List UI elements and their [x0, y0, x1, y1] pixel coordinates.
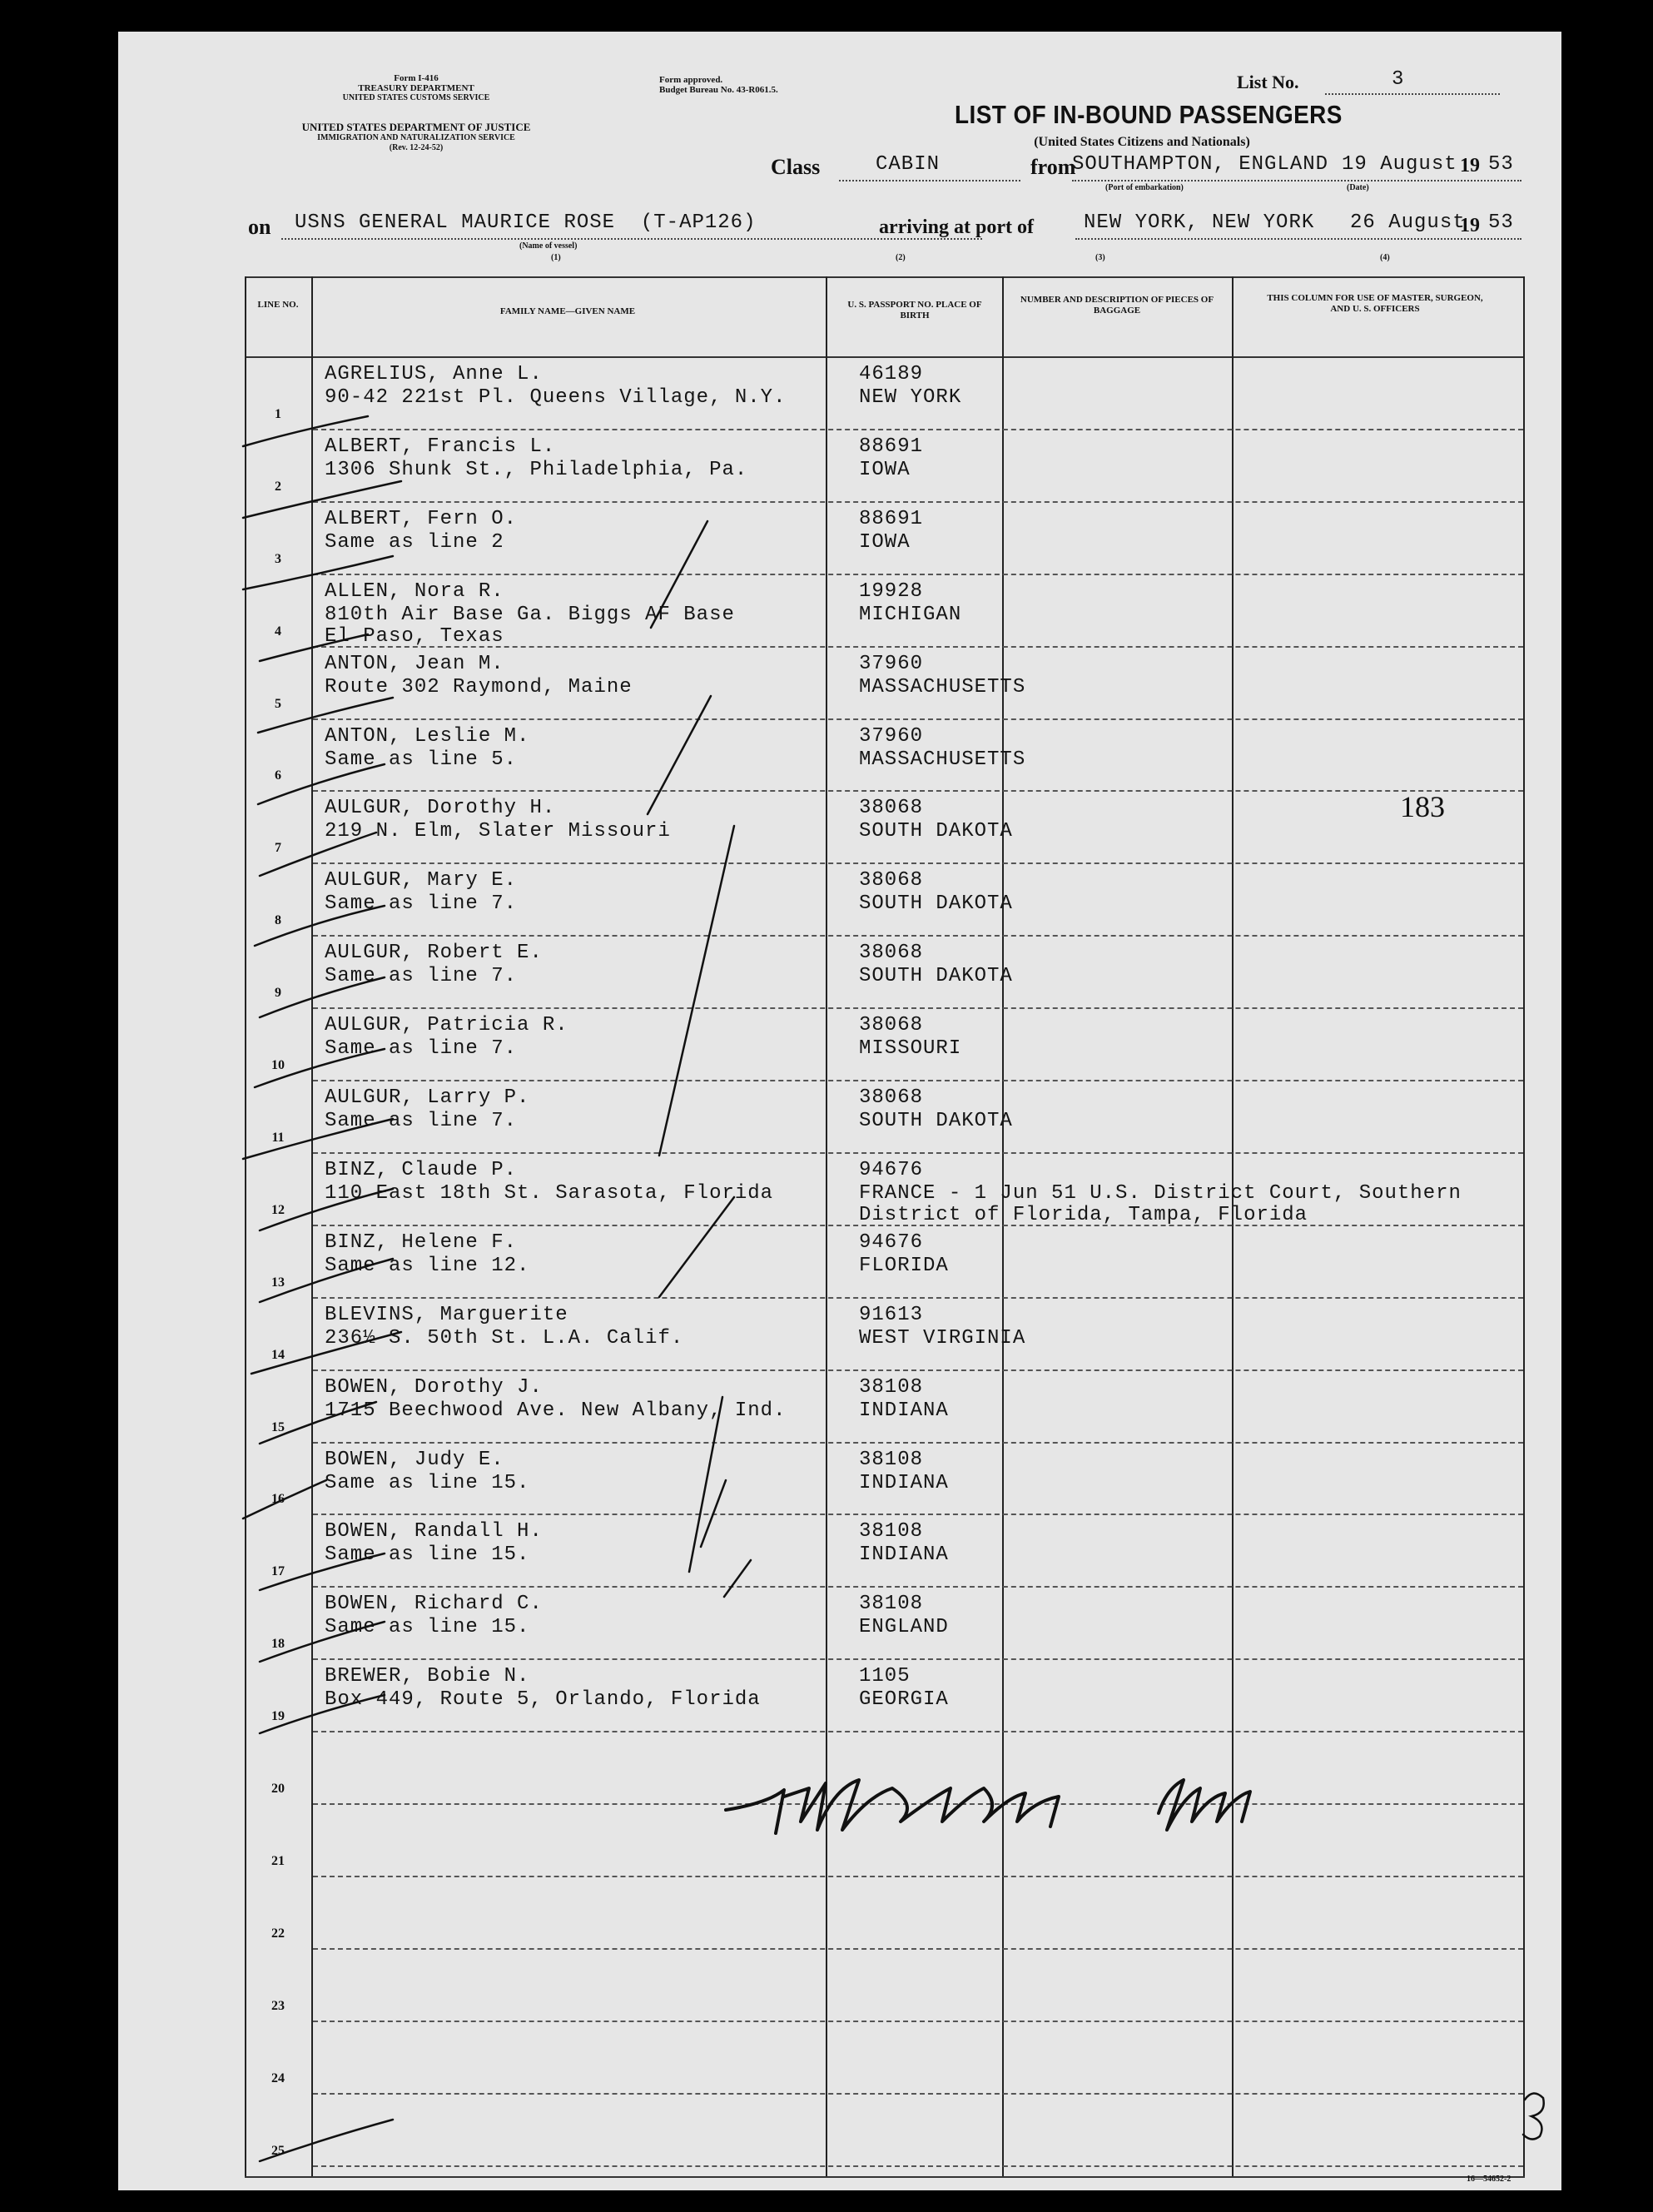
passenger-name: AULGUR, Mary E.	[325, 869, 518, 892]
passenger-address: 1715 Beechwood Ave. New Albany, Ind.	[325, 1399, 787, 1422]
line-number: 17	[271, 1564, 285, 1579]
place-of-birth: SOUTH DAKOTA	[859, 820, 1013, 843]
passport-number: 38068	[859, 1014, 924, 1037]
passenger-address: Box 449, Route 5, Orlando, Florida	[325, 1688, 761, 1712]
line-number: 8	[275, 913, 281, 928]
list-no-label: List No.	[1237, 72, 1299, 92]
passport-number: 46189	[859, 363, 924, 385]
header-name: FAMILY NAME—GIVEN NAME	[499, 306, 636, 316]
column-caption-4: (4)	[1380, 253, 1390, 262]
arrival-year-prefix: 19	[1460, 215, 1480, 236]
arrival-date: 26 August	[1350, 211, 1466, 234]
class-label: Class	[771, 155, 821, 179]
arrival-year: 53	[1488, 211, 1514, 234]
vessel-name: USNS GENERAL MAURICE ROSE (T-AP126)	[295, 211, 757, 234]
place-of-birth: SOUTH DAKOTA	[859, 892, 1013, 916]
line-number: 10	[271, 1058, 285, 1072]
passport-number: 38068	[859, 869, 924, 892]
place-of-birth: NEW YORK	[859, 386, 962, 409]
place-of-birth: SOUTH DAKOTA	[859, 965, 1013, 988]
passenger-name: BOWEN, Dorothy J.	[325, 1375, 543, 1399]
place-of-birth-line-2: District of Florida, Tampa, Florida	[859, 1203, 1308, 1226]
arriving-label: arriving at port of	[879, 216, 1034, 238]
line-number: 22	[271, 1926, 285, 1941]
officer-note: 183	[1400, 790, 1445, 823]
document-subtitle: (United States Citizens and Nationals)	[1034, 135, 1250, 149]
line-number: 23	[271, 1998, 285, 2013]
date-caption: (Date)	[1347, 183, 1369, 192]
passenger-address: 236½ S. 50th St. L.A. Calif.	[325, 1326, 684, 1350]
passport-number: 91613	[859, 1303, 924, 1326]
passenger-address: Route 302 Raymond, Maine	[325, 675, 633, 698]
line-number: 18	[271, 1637, 285, 1652]
passenger-address-line-2: El Paso, Texas	[325, 624, 504, 648]
passenger-name: BOWEN, Randall H.	[325, 1520, 543, 1543]
header-passport: U. S. PASSPORT NO. PLACE OF BIRTH	[847, 300, 982, 321]
passport-number: 37960	[859, 724, 924, 748]
line-number: 16	[271, 1492, 285, 1507]
line-number: 2	[275, 479, 281, 494]
footer-form-code: 16—54652-2	[1467, 2175, 1512, 2184]
line-number: 24	[271, 2070, 285, 2085]
line-number: 20	[271, 1782, 285, 1796]
place-of-birth: FLORIDA	[859, 1254, 949, 1277]
embarkation-date: 19 August	[1342, 153, 1457, 176]
header-line-no: LINE NO.	[257, 300, 299, 310]
arrival-port: NEW YORK, NEW YORK	[1084, 211, 1315, 234]
line-number: 13	[271, 1275, 285, 1290]
place-of-birth: SOUTH DAKOTA	[859, 1110, 1013, 1132]
column-caption-1: (1)	[551, 253, 561, 262]
passport-number: 38108	[859, 1593, 924, 1616]
passport-number: 38108	[859, 1375, 924, 1399]
passenger-name: AGRELIUS, Anne L.	[325, 363, 543, 385]
passport-number: 38108	[859, 1448, 924, 1471]
passport-number: 88691	[859, 507, 924, 530]
passenger-address: 1306 Shunk St., Philadelphia, Pa.	[325, 458, 748, 481]
passenger-name: ALLEN, Nora R.	[325, 579, 504, 603]
vessel-caption: (Name of vessel)	[519, 241, 578, 251]
line-number: 12	[271, 1202, 285, 1217]
place-of-birth: MICHIGAN	[859, 603, 962, 626]
passenger-address: 90-42 221st Pl. Queens Village, N.Y.	[325, 386, 787, 409]
budget-bureau: Budget Bureau No. 43-R061.5.	[659, 85, 778, 95]
justice-dept: UNITED STATES DEPARTMENT OF JUSTICE	[301, 121, 531, 133]
passenger-address: 110 East 18th St. Sarasota, Florida	[325, 1181, 774, 1205]
passenger-name: AULGUR, Robert E.	[325, 942, 543, 965]
place-of-birth: FRANCE - 1 Jun 51 U.S. District Court, Southern	[859, 1181, 1462, 1205]
place-of-birth: MASSACHUSETTS	[859, 675, 1026, 698]
passenger-name: AULGUR, Larry P.	[325, 1086, 530, 1109]
place-of-birth: GEORGIA	[859, 1688, 949, 1712]
passenger-name: ALBERT, Francis L.	[325, 435, 556, 458]
passport-number: 38108	[859, 1520, 924, 1543]
passenger-manifest-page	[118, 32, 1561, 2190]
passenger-name: BREWER, Bobie N.	[325, 1665, 530, 1688]
passenger-address: Same as line 5.	[325, 748, 518, 771]
place-of-birth: MASSACHUSETTS	[859, 748, 1026, 771]
passenger-address: Same as line 7.	[325, 1110, 518, 1132]
port-of-embarkation: SOUTHAMPTON, ENGLAND	[1072, 153, 1329, 176]
passenger-name: BLEVINS, Marguerite	[325, 1303, 568, 1326]
line-number: 19	[271, 1709, 285, 1724]
place-of-birth: WEST VIRGINIA	[859, 1326, 1026, 1350]
passport-number: 94676	[859, 1158, 924, 1181]
treasury-dept: TREASURY DEPARTMENT	[358, 83, 474, 93]
handwritten-marks	[118, 32, 1561, 2190]
passenger-address: Same as line 12.	[325, 1254, 530, 1277]
document-title: LIST OF IN-BOUND PASSENGERS	[955, 100, 1343, 129]
line-number: 11	[271, 1130, 285, 1145]
passport-number: 88691	[859, 435, 924, 458]
place-of-birth: INDIANA	[859, 1471, 949, 1494]
passenger-name: ANTON, Jean M.	[325, 652, 504, 675]
from-label: from	[1030, 155, 1076, 179]
line-number: 6	[275, 768, 281, 783]
line-number: 4	[275, 624, 281, 639]
line-number: 1	[275, 406, 281, 421]
line-number: 15	[271, 1419, 285, 1434]
passenger-address: Same as line 7.	[325, 892, 518, 916]
place-of-birth: IOWA	[859, 530, 911, 554]
line-number: 9	[275, 986, 281, 1001]
passenger-name: BINZ, Claude P.	[325, 1158, 518, 1181]
place-of-birth: INDIANA	[859, 1543, 949, 1567]
form-approved: Form approved.	[659, 75, 723, 85]
list-no-value: 3	[1392, 68, 1405, 91]
passenger-name: AULGUR, Patricia R.	[325, 1014, 568, 1037]
place-of-birth: INDIANA	[859, 1399, 949, 1422]
passport-number: 38068	[859, 1086, 924, 1109]
on-label: on	[248, 215, 271, 239]
port-caption: (Port of embarkation)	[1105, 183, 1184, 192]
line-number: 21	[271, 1853, 285, 1868]
passport-number: 19928	[859, 579, 924, 603]
passenger-name: BOWEN, Judy E.	[325, 1448, 504, 1471]
line-number: 25	[271, 2143, 285, 2158]
column-caption-2: (2)	[896, 253, 906, 262]
embarkation-year: 53	[1488, 153, 1514, 176]
passenger-address: Same as line 15.	[325, 1616, 530, 1639]
passport-number: 38068	[859, 942, 924, 965]
passenger-name: BINZ, Helene F.	[325, 1230, 518, 1254]
passenger-name: AULGUR, Dorothy H.	[325, 797, 556, 820]
passport-number: 37960	[859, 652, 924, 675]
revision-date: (Rev. 12-24-52)	[389, 143, 444, 152]
passport-number: 38068	[859, 797, 924, 820]
passenger-name: ANTON, Leslie M.	[325, 724, 530, 748]
line-number: 5	[275, 696, 281, 711]
passenger-address: 810th Air Base Ga. Biggs AF Base	[325, 603, 735, 626]
customs-service: UNITED STATES CUSTOMS SERVICE	[342, 93, 490, 102]
passenger-address: 219 N. Elm, Slater Missouri	[325, 820, 671, 843]
passenger-address: Same as line 15.	[325, 1543, 530, 1567]
place-of-birth: ENGLAND	[859, 1616, 949, 1639]
line-number: 3	[275, 551, 281, 566]
form-number: Form I-416	[394, 73, 439, 83]
column-caption-3: (3)	[1095, 253, 1105, 262]
passenger-name: ALBERT, Fern O.	[325, 507, 518, 530]
passport-number: 1105	[859, 1665, 911, 1688]
passenger-address: Same as line 7.	[325, 1037, 518, 1061]
passenger-address: Same as line 15.	[325, 1471, 530, 1494]
passenger-address: Same as line 7.	[325, 965, 518, 988]
ins-service: IMMIGRATION AND NATURALIZATION SERVICE	[317, 133, 515, 142]
place-of-birth: MISSOURI	[859, 1037, 962, 1061]
header-baggage: NUMBER AND DESCRIPTION OF PIECES OF BAGGAGE	[1020, 295, 1214, 316]
passport-number: 94676	[859, 1230, 924, 1254]
line-number: 7	[275, 841, 281, 856]
class-value: CABIN	[876, 153, 941, 176]
place-of-birth: IOWA	[859, 458, 911, 481]
header-officers: THIS COLUMN FOR USE OF MASTER, SURGEON, AND U. S. OFFICERS	[1267, 293, 1483, 314]
passenger-address: Same as line 2	[325, 530, 504, 554]
line-number: 14	[271, 1347, 285, 1362]
passenger-name: BOWEN, Richard C.	[325, 1593, 543, 1616]
year-prefix: 19	[1460, 155, 1480, 176]
